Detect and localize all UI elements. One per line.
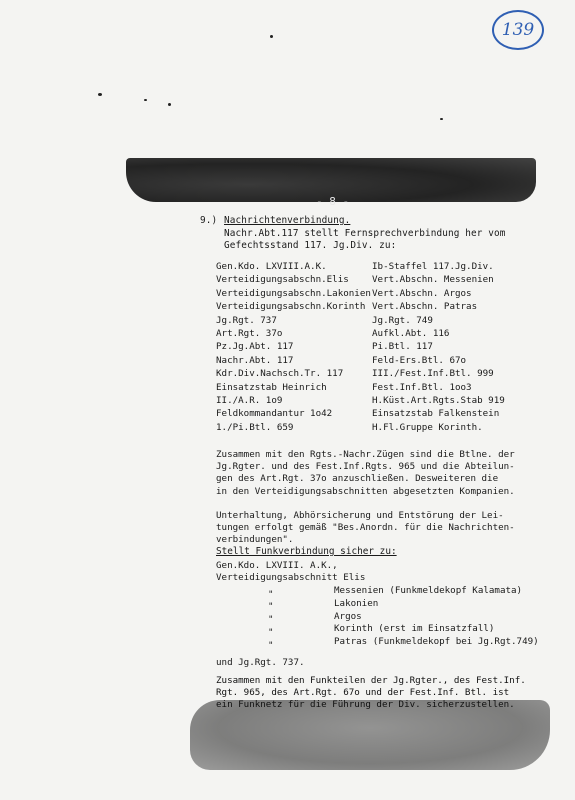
unit-entry: Verteidigungsabschn.Elis (216, 274, 349, 286)
unit-entry: Gen.Kdo. LXVIII.A.K. (216, 261, 327, 272)
unit-list-right (372, 260, 505, 434)
radio-right-line: Argos (334, 610, 362, 622)
unit-entry: II./A.R. 1o9 (216, 395, 283, 407)
radio-closing: und Jg.Rgt. 737. (216, 657, 305, 668)
unit-entry: Nachr.Abt. 117 (216, 354, 294, 366)
section-intro-line: Nachr.Abt.117 stellt Fernsprechverbindung her vom (224, 228, 506, 239)
paragraph-line: ein Funknetz für die Führung der Div. sicherzustellen. (216, 699, 515, 710)
unit-entry: 1./Pi.Btl. 659 (216, 421, 294, 433)
ditto-mark: " (268, 601, 274, 612)
scan-speck (98, 93, 102, 96)
paragraph-line: gen des Art.Rgt. 37o anzuschließen. Desweiteren die (216, 473, 499, 485)
archive-stamp-number: 139 (492, 10, 544, 50)
unit-entry: Art.Rgt. 37o (216, 328, 283, 340)
radio-right-line: Lakonien (334, 597, 379, 609)
unit-entry: Verteidigungsabschn.Korinth (216, 301, 366, 313)
radio-right-line: Korinth (erst im Einsatzfall) (334, 623, 495, 635)
radio-left-line: Gen.Kdo. LXVIII. A.K., (216, 560, 338, 571)
unit-entry: Vert.Abschn. Messenien (372, 274, 494, 286)
ditto-mark: " (268, 614, 274, 625)
unit-entry: Einsatzstab Heinrich (216, 381, 327, 393)
paragraph-line: tungen erfolgt gemäß "Bes.Anordn. für die Nachrichten- (216, 522, 515, 534)
radio-right-line: Patras (Funkmeldekopf bei Jg.Rgt.749) (334, 636, 539, 648)
scan-speck (440, 118, 443, 120)
scan-speck (270, 35, 273, 38)
unit-entry: Fest.Inf.Btl. 1oo3 (372, 381, 472, 393)
paragraph-line: Rgt. 965, des Art.Rgt. 67o und der Fest.Inf. Btl. ist (216, 687, 510, 698)
radio-left-list (216, 560, 365, 585)
unit-entry: Feldkommandantur 1o42 (216, 408, 333, 420)
page-number: - 8 - (316, 195, 350, 208)
unit-entry: H.Fl.Gruppe Korinth. (372, 421, 483, 433)
ditto-mark: " (268, 627, 274, 638)
paragraph-line: Zusammen mit den Rgts.-Nachr.Zügen sind die Btlne. der (216, 449, 515, 460)
paragraph-connections (216, 449, 515, 498)
paragraph-line: Zusammen mit den Funkteilen der Jg.Rgter., des Fest.Inf. (216, 675, 526, 686)
unit-entry: Jg.Rgt. 737 (216, 314, 277, 326)
radio-right-list (334, 585, 539, 649)
paragraph-line: Unterhaltung, Abhörsicherung und Entstörung der Lei- (216, 510, 504, 521)
section-intro-line: Gefechtsstand 117. Jg.Div. zu: (224, 240, 397, 251)
radio-heading: Stellt Funkverbindung sicher zu: (216, 546, 397, 557)
unit-entry: Kdr.Div.Nachsch.Tr. 117 (216, 368, 344, 380)
unit-entry: Ib-Staffel 117.Jg.Div. (372, 261, 494, 272)
unit-entry: III./Fest.Inf.Btl. 999 (372, 368, 494, 380)
ditto-mark: " (268, 589, 274, 600)
unit-entry: Pz.Jg.Abt. 117 (216, 341, 294, 353)
unit-entry: Vert.Abschn. Argos (372, 287, 472, 299)
ditto-mark: " (268, 640, 274, 651)
unit-entry: Aufkl.Abt. 116 (372, 328, 450, 340)
paragraph-line: verbindungen". (216, 534, 294, 546)
unit-entry: Vert.Abschn. Patras (372, 301, 478, 313)
unit-list-left (216, 260, 371, 434)
unit-entry: H.Küst.Art.Rgts.Stab 919 (372, 395, 505, 407)
paragraph-radio-net (216, 675, 526, 711)
unit-entry: Feld-Ers.Btl. 67o (372, 354, 467, 366)
section-number: 9.) (200, 215, 218, 226)
radio-left-line: Verteidigungsabschnitt Elis (216, 572, 366, 584)
unit-entry: Pi.Btl. 117 (372, 341, 433, 353)
paragraph-line: Jg.Rgter. und des Fest.Inf.Rgts. 965 und die Abteilun- (216, 461, 515, 473)
unit-entry: Einsatzstab Falkenstein (372, 408, 500, 420)
unit-entry: Jg.Rgt. 749 (372, 314, 433, 326)
section-title: Nachrichtenverbindung. (224, 215, 351, 226)
radio-right-line: Messenien (Funkmeldekopf Kalamata) (334, 585, 523, 596)
scan-speck (144, 99, 147, 101)
scan-speck (168, 103, 171, 106)
paragraph-maintenance (216, 510, 515, 547)
paragraph-line: in den Verteidigungsabschnitten abgesetzten Kompanien. (216, 485, 515, 497)
unit-entry: Verteidigungsabschn.Lakonien (216, 287, 371, 299)
